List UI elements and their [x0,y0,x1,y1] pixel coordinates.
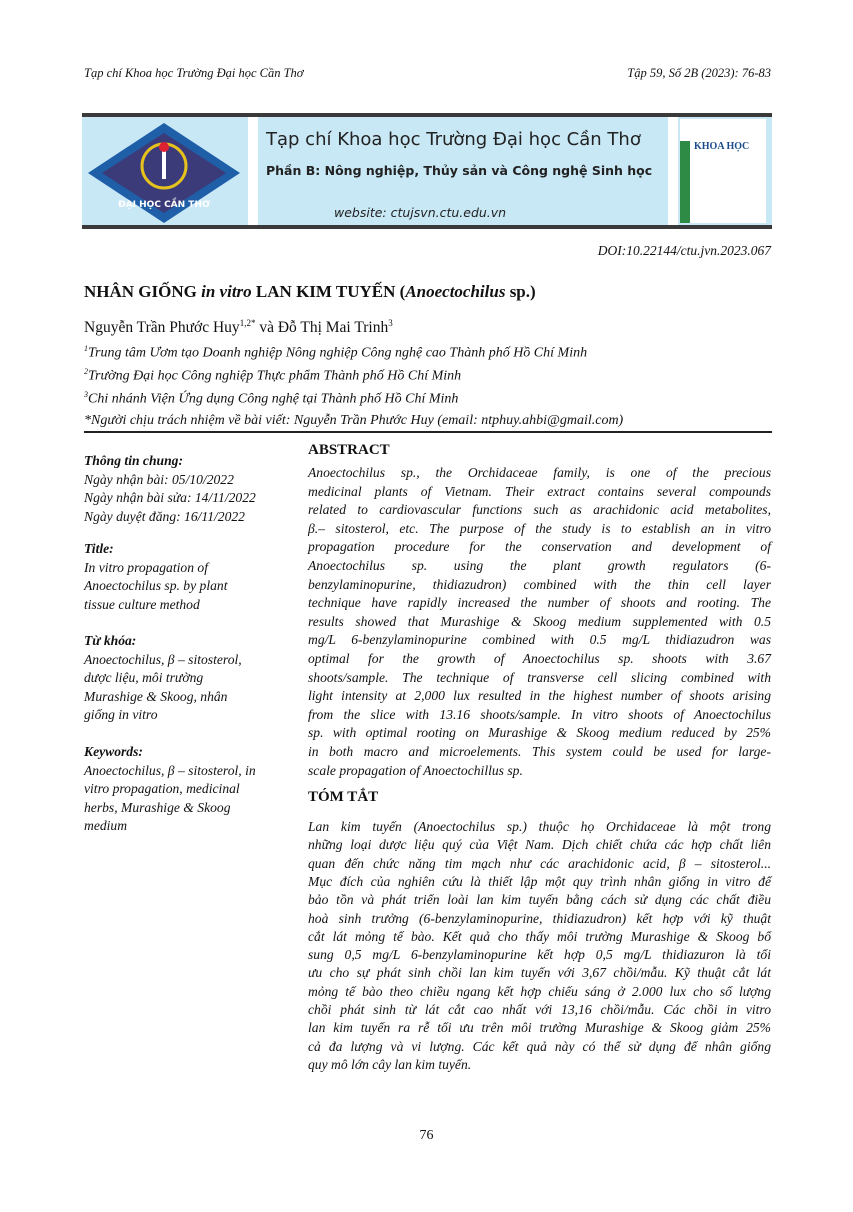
tomtat-line: Lan kim tuyến (Anoectochilus sp.) thuộc họ Orchidaceae là một trong [308,819,771,834]
abstract-line: Anoectochilus sp. using the plant growth regulators (6- [308,558,771,573]
tomtat-line: những loại dược liệu quý của Việt Nam. Dịch chiết chứa các hợp chất liên [308,837,771,853]
abstract-line: in both macro and microelements. This system could be used for large- [308,744,771,759]
abstract-line: scale propagation of Anoectochillus sp. [308,762,523,778]
tomtat-line: quy mô lớn cây lan kim tuyến. [308,1056,472,1072]
info-heading: Thông tin chung: [84,453,183,468]
abstract-line: sp. with optimal rooting on Murashige & Skoog medium reduced by 25% [308,725,771,741]
keywords-line: medium [84,818,128,833]
tukhoa-heading: Từ khóa: [84,633,137,648]
abstract-line: optimal for the growth of Anoectochilus sp. shoots with 3.67 [308,651,771,666]
affiliation-1: $^1$Trung tâm Ươm tạo Doanh nghiệp Nông nghiệp Công nghệ cao Thành phố Hồ Chí Minh [84,344,588,361]
abstract-line: from the slice with 13.16 shoots/sample. In vitro shoots of Anoectochilus [308,706,771,722]
abstract-line: propagation procedure for the conservation and development of [308,539,771,555]
tomtat-line: cắt lát mỏng tế bào. Kết quả cho thấy môi trường Murashige & Skoog bổ [308,928,771,944]
abstract-line: Anoectochilus sp., the Orchidaceae family, is one of the precious [308,465,771,480]
abstract-heading: ABSTRACT [308,442,390,458]
keywords-line: herbs, Murashige & Skoog [84,799,231,815]
affiliation-2: $^2$Trường Đại học Công nghiệp Thực phẩm Thành phố Hồ Chí Minh [84,367,462,384]
tukhoa-line: dược liệu, môi trường [84,670,204,685]
banner-title: Tạp chí Khoa học Trường Đại học Cần Thơ [266,129,641,150]
sidebar-title-line: tissue culture method [84,596,200,612]
affiliation-3: $^3$Chi nhánh Viện Ứng dụng Công nghệ tại Thành phố Hồ Chí Minh [84,390,459,407]
sidebar-title-line: In vitro propagation of [84,559,208,575]
tukhoa-line: Anoectochilus, β – sitosterol, [84,651,242,667]
running-header-journal: Tạp chí Khoa học Trường Đại học Cần Thơ [84,66,304,80]
abstract-line: β.– sitosterol, etc. The purpose of the study is to establish an in vitro [308,520,771,536]
sidebar-title-line: Anoectochilus sp. by plant [84,578,228,593]
tomtat-line: ưu cho sự phát sinh chồi lan kim tuyến với 3,67 chồi/mẫu. Kỹ thuật cắt lát [308,965,771,981]
tomtat-line: bảo tồn và phát triển loài lan kim tuyến bằng cách sử dụng các chất điều [308,892,771,908]
abstract-line: mg/L 6-benzylaminopurine combined with 0.5 mg/L thidiazudron was [308,632,771,648]
journal-banner [82,113,772,229]
abstract-line: benzylaminopurine, thidiazudron) combined with the thin cell layer [308,576,771,592]
tomtat-line: quan đến chức năng tim mạch như các arachidonic acid, β – sitosterol... [308,855,771,871]
cover-text: KHOA HỌC [694,141,750,152]
svg-text:ĐẠI HỌC CẦN THƠ: ĐẠI HỌC CẦN THƠ [118,200,210,210]
keywords-heading: Keywords: [84,744,143,759]
abstract-line: medicinal plants of Vietnam. Their extract contains several compounds [308,483,771,499]
tukhoa-line: giống in vitro [84,707,158,722]
sidebar-title-heading: Title: [84,541,114,556]
journal-cover-thumbnail [680,119,766,223]
tomtat-heading: TÓM TẮT [308,789,379,805]
running-header-issue: Tập 59, Số 2B (2023): 76-83 [627,66,771,80]
keywords-line: vitro propagation, medicinal [84,781,240,796]
abstract-line: results showed that Murashige & Skoog medium supplemented with 0.5 [308,613,771,629]
tukhoa-line: Murashige & Skoog, nhân [84,688,228,704]
university-logo-icon [84,121,244,225]
authors: Nguyễn Trần Phước Huy$^{1,2*}$ và Đỗ Thị Mai Trinh$^3$ [84,318,393,337]
info-line: Ngày nhận bài: 05/10/2022 [84,471,234,487]
keywords-line: Anoectochilus, β – sitosterol, in [84,762,256,778]
abstract-line: related to cardiovascular functions such as arachidonic acid metabolites, [308,502,771,518]
tomtat-line: hoà sinh trưởng (6-benzylaminopurine, thidiazudron) kết hợp với kỹ thuật [308,910,771,926]
tomtat-line: Mục đích của nghiên cứu là thiết lập một quy trình nhân giống in vitro để [308,873,771,889]
divider [84,431,772,433]
tomtat-line: sung 0,5 mg/L 6-benzylaminopurine kết hợp 0,5 mg/L thidiazuron là tối [308,947,771,963]
info-line: Ngày nhận bài sửa: 14/11/2022 [84,490,256,505]
tomtat-line: chồi phát sinh từ lát cắt cao nhất với 13,16 chồi/mẫu. Các chồi in vitro [308,1002,771,1017]
abstract-line: light intensity at 2,000 lux resulted in the highest number of shoots arising [308,688,771,704]
banner-subtitle: Phần B: Nông nghiệp, Thủy sản và Công nghệ Sinh học [266,163,653,178]
paper-title: NHÂN GIỐNG in vitro LAN KIM TUYẾN (Anoectochilus sp.) [84,282,536,301]
page-number: 76 [419,1128,434,1143]
abstract-line: technique have rapidly increased the number of shoots and rooting. The [308,595,771,611]
banner-website: website: ctujsvn.ctu.edu.vn [334,205,507,220]
tomtat-line: cả đa lượng và vi lượng. Các kết quả này có thể sử dụng để nhân giống [308,1038,771,1054]
abstract-line: shoots/sample. The technique of transverse cell slicing combined with [308,669,771,685]
tomtat-line: lan kim tuyến ra rễ tối ưu trên môi trường Murashige & Skoog giảm 25% [308,1020,771,1036]
corresponding-author: *Người chịu trách nhiệm về bài viết: Nguyễn Trần Phước Huy (email: ntphuy.ahbi@gmail.com) [84,413,624,428]
tomtat-line: mỏng tế bào theo chiều ngang kết hợp chiếu sáng ở 2.000 lux cho số lượng [308,983,771,999]
doi: DOI:10.22144/ctu.jvn.2023.067 [597,243,771,258]
info-line: Ngày duyệt đăng: 16/11/2022 [84,508,245,524]
